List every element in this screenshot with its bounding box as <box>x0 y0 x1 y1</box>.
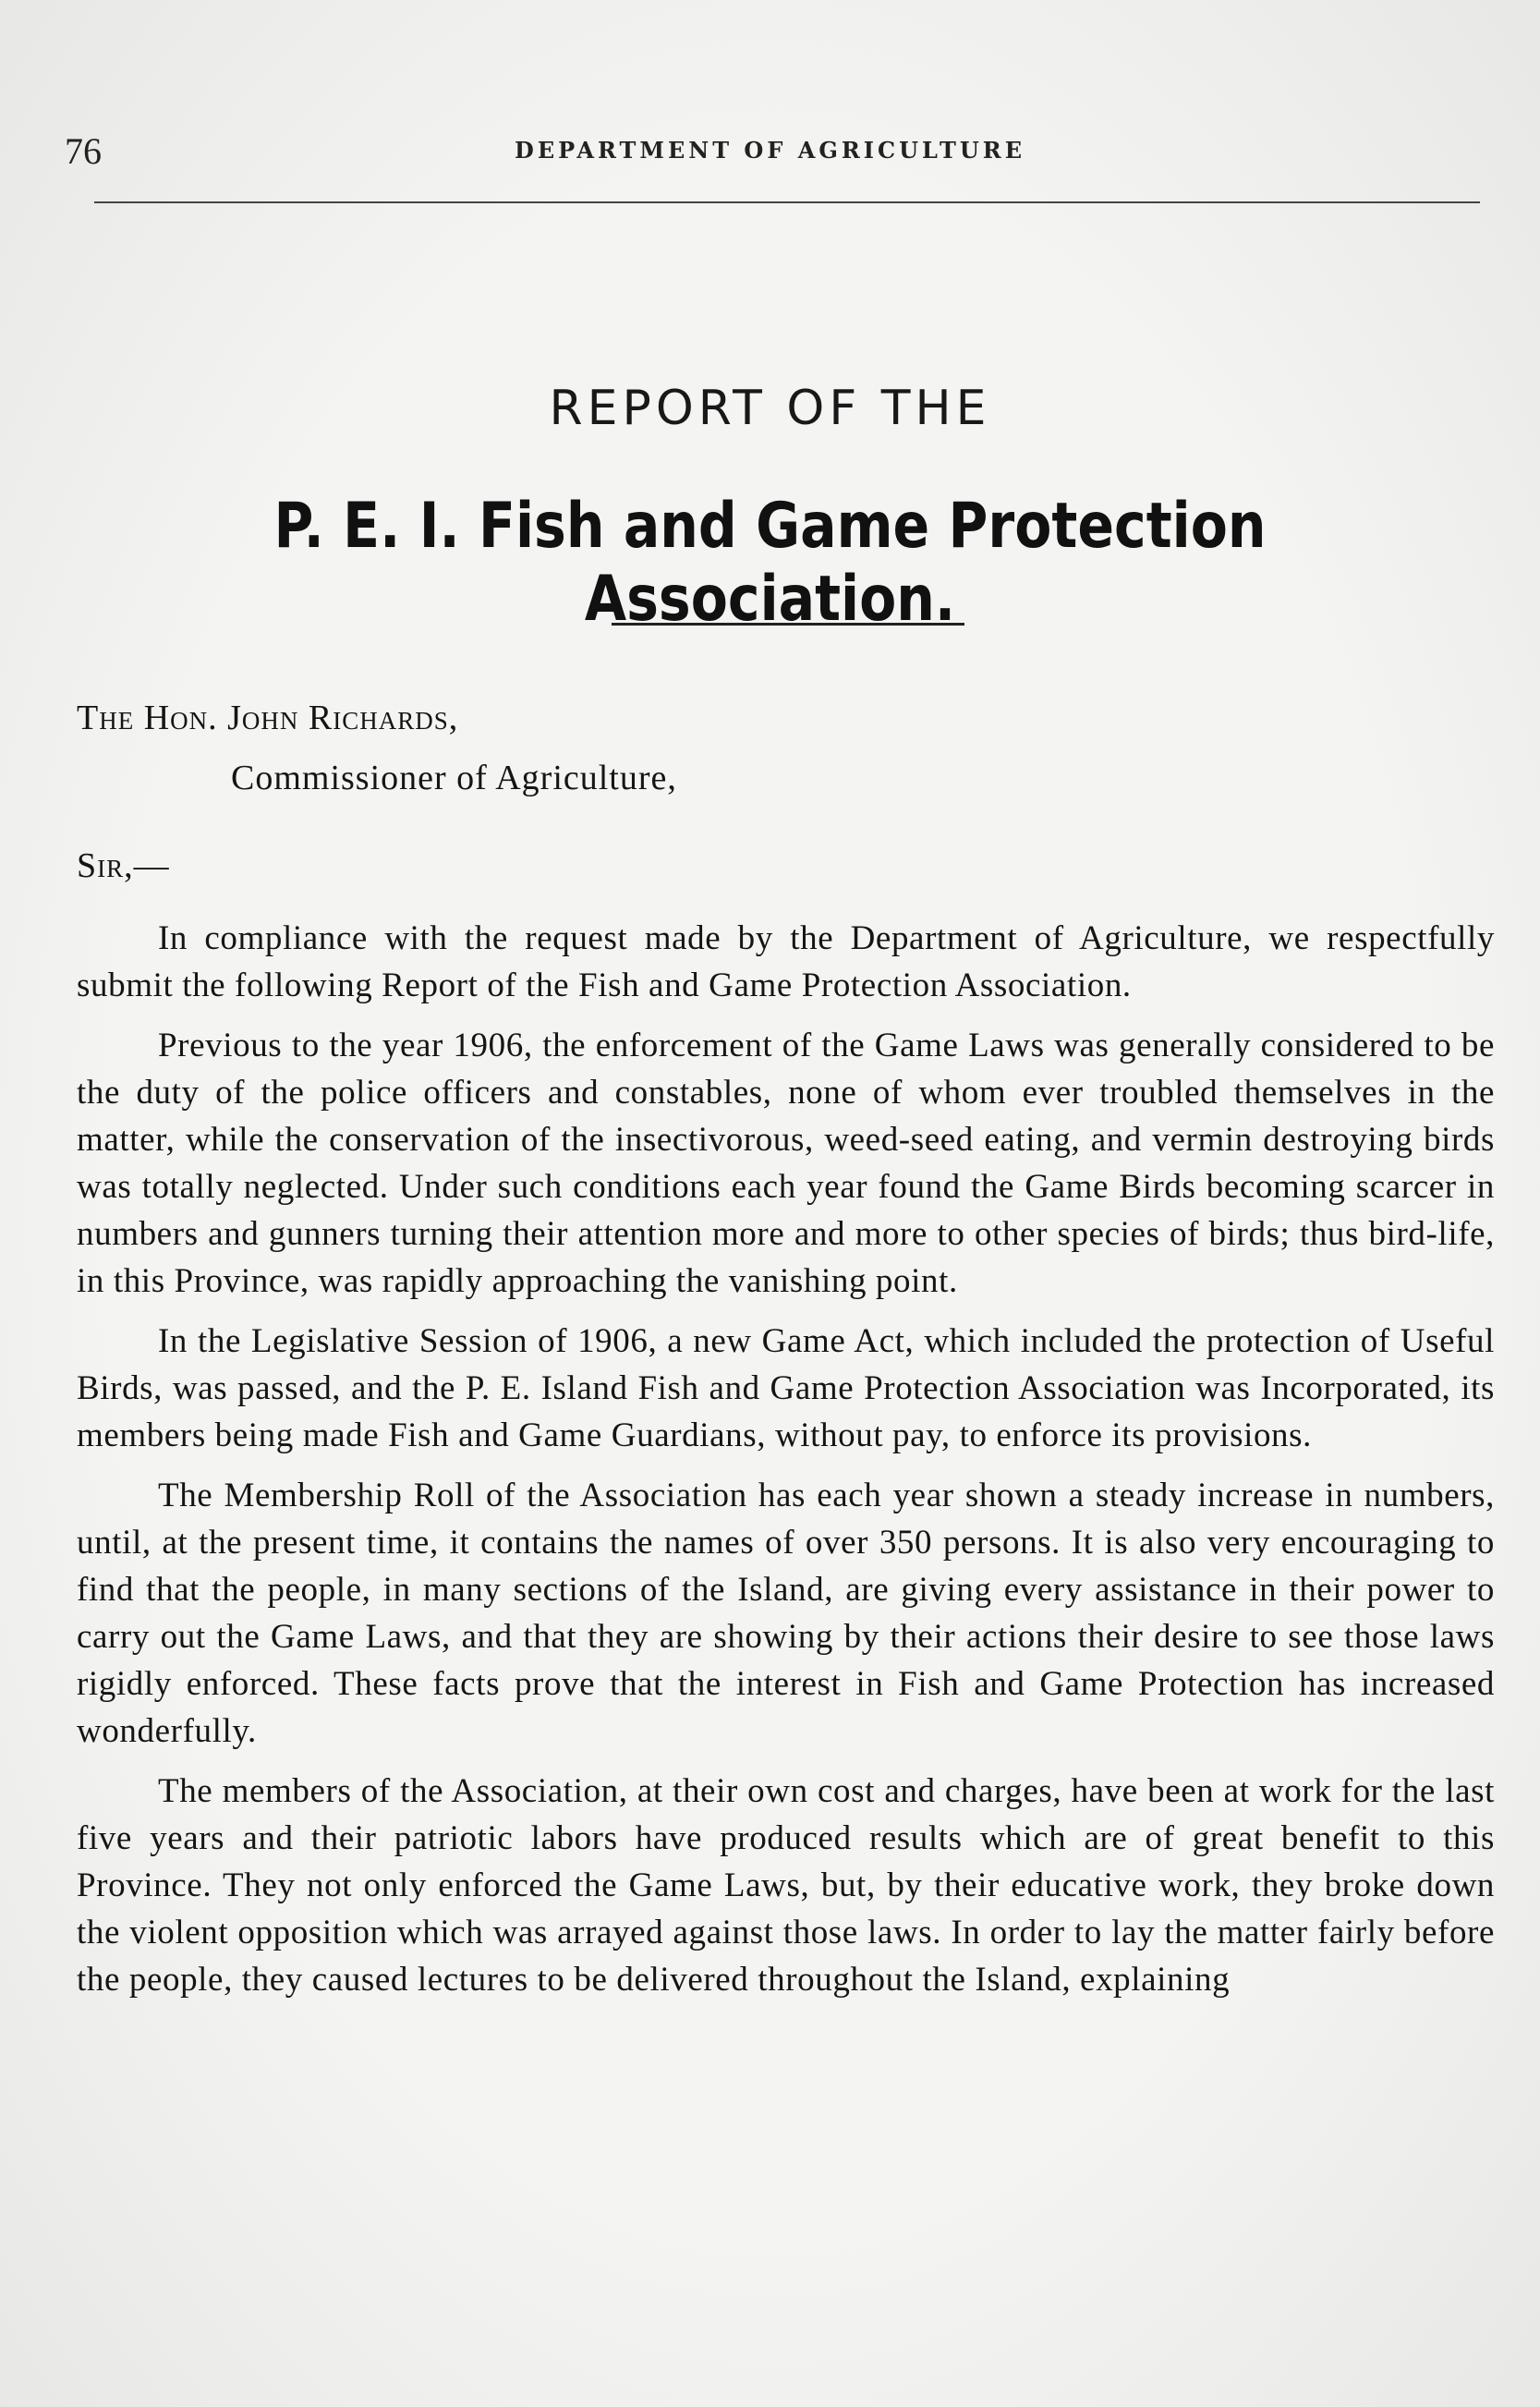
body-text <box>77 915 1495 2016</box>
running-title: DEPARTMENT OF AGRICULTURE <box>515 137 1025 164</box>
report-title: P. E. I. Fish and Game Protection Association. <box>273 490 1267 636</box>
addressee-name-text: The Hon. John Richards, <box>77 699 459 737</box>
paragraph-1: In compliance with the request made by the Department of Agriculture, we respectfully submit the following Report of the Fish and Game Protection Association. <box>77 919 1495 1004</box>
salutation: Sir,— <box>77 846 170 885</box>
running-head <box>65 129 1475 185</box>
addressee-title: Commissioner of Agriculture, <box>231 759 677 797</box>
paragraph-4: The Membership Roll of the Association has each year shown a steady increase in numbers, until, at the present time, it contains the names of over 350 persons. It is also very encouraging to find that the people, in many sections of the Island, are giving every assistance in their power to carry out the Game Laws, and that they are showing by their actions their desire to see those laws rigidly enforced. These facts prove that the interest in Fish and Game Protection has increased wonderfully. <box>77 1477 1495 1750</box>
report-heading: REPORT OF THE <box>549 381 991 436</box>
paragraph-5: The members of the Association, at their own cost and charges, have been at work for the last five years and their patriotic labors have produced results which are of great benefit to this Province. They not only enforced the Game Laws, but, by their educative work, they broke down the violent opposition which was arrayed against those laws. In order to lay the matter fairly before the people, they caused lectures to be delivered throughout the Island, explaining <box>77 1772 1495 1999</box>
paragraph-3: In the Legislative Session of 1906, a new Game Act, which included the protection of Useful Birds, was passed, and the P. E. Island Fish and Game Protection Association was Incorporated, its members being made Fish and Game Guardians, without pay, to enforce its provisions. <box>77 1322 1495 1454</box>
page-number: 76 <box>65 130 102 172</box>
header-rule <box>94 201 1480 203</box>
paragraph-2: Previous to the year 1906, the enforcement of the Game Laws was generally considered to be the duty of the police officers and constables, none of whom ever troubled themselves in the matter, while the conservation of the insectivorous, weed-seed eating, and vermin destroying birds was totally neglected. Under such conditions each year found the Game Birds becoming scarcer in numbers and gunners turning their attention more and more to other species of birds; thus bird-life, in this Province, was rapidly approaching the vanishing point. <box>77 1027 1495 1300</box>
title-rule <box>612 623 964 626</box>
addressee-name <box>77 698 458 738</box>
